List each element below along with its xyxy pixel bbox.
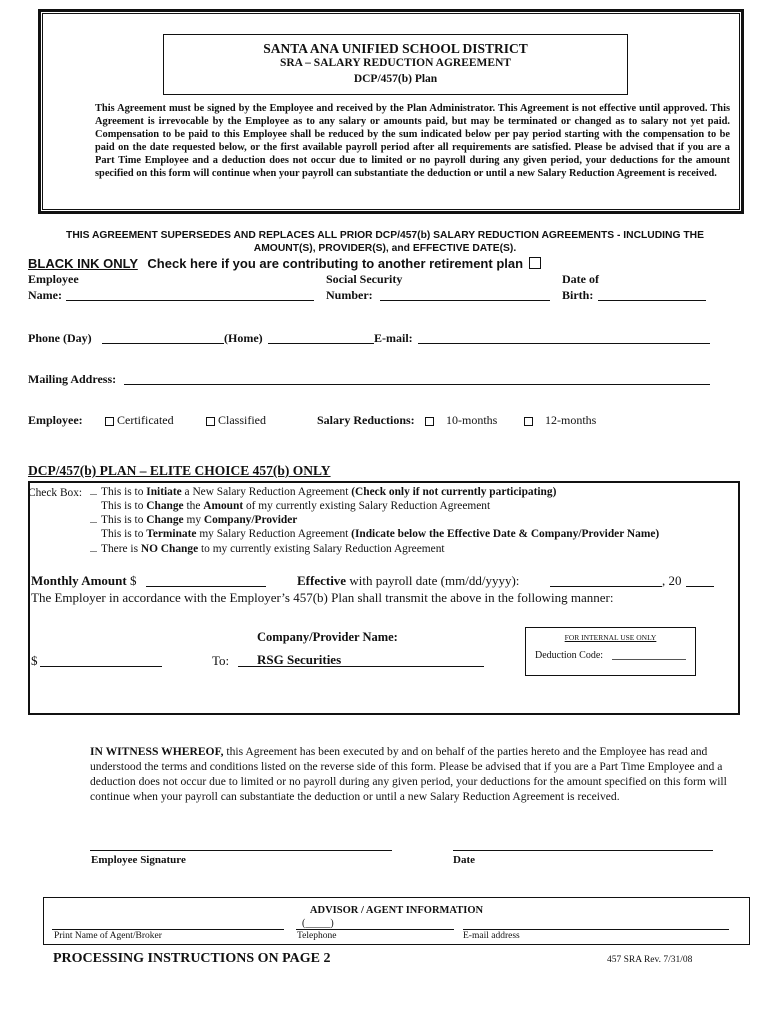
agent-telephone-field[interactable]	[296, 929, 454, 930]
email-field[interactable]	[418, 343, 710, 344]
ten-months-checkbox[interactable]	[425, 417, 434, 426]
dob-label: Date of	[562, 272, 599, 286]
name-label: Name:	[28, 288, 62, 302]
ssn-label: Social Security	[326, 272, 403, 286]
witness-paragraph	[90, 744, 730, 804]
phone-home-field[interactable]	[268, 343, 374, 344]
ten-months-label: 10-months	[446, 413, 498, 427]
option-text-mid: a New Salary Reduction Agreement	[181, 486, 352, 498]
email-label: E-mail:	[374, 331, 413, 345]
provider-dollar: $	[31, 653, 38, 668]
agent-name-field[interactable]	[52, 929, 284, 930]
option-text-prefix: This is to	[101, 500, 147, 512]
agent-telephone-label: Telephone	[297, 931, 337, 941]
monthly-amount-label: Monthly Amount	[31, 573, 127, 588]
internal-use-title: FOR INTERNAL USE ONLY	[564, 633, 657, 642]
birth-label: Birth:	[562, 288, 594, 302]
retirement-plan-label: Check here if you are contributing to another retirement plan	[147, 256, 524, 271]
advisor-phone-paren: (_____)	[302, 918, 334, 929]
check-box-label: Check Box:	[28, 487, 83, 499]
classified-option[interactable]	[206, 413, 266, 428]
monthly-amount-row	[31, 573, 136, 589]
change-option-1[interactable]	[90, 486, 556, 498]
to-label: To:	[212, 653, 230, 668]
certificated-checkbox[interactable]	[105, 417, 114, 426]
twelve-months-checkbox[interactable]	[524, 417, 533, 426]
certificated-option[interactable]	[105, 413, 174, 428]
black-ink-row	[28, 256, 541, 271]
employee-name-field[interactable]	[66, 300, 314, 301]
year-field[interactable]	[686, 586, 714, 587]
agent-email-field[interactable]	[463, 929, 729, 930]
certificated-label: Certificated	[117, 413, 174, 427]
option-text-prefix: There is	[101, 543, 141, 555]
agent-email-label: E-mail address	[463, 931, 520, 941]
classified-label: Classified	[218, 413, 266, 427]
option-text-bold2: (Indicate below the Effective Date & Company/Provider Name)	[351, 528, 660, 540]
change-option-3[interactable]	[90, 514, 297, 526]
monthly-dollar: $	[129, 573, 137, 588]
phone-day-field[interactable]	[102, 343, 224, 344]
option-text-prefix: This is to	[101, 486, 147, 498]
change-option-4[interactable]	[90, 528, 659, 540]
employee-type-label: Employee:	[28, 413, 83, 427]
change-option-2[interactable]	[90, 500, 490, 512]
agent-name-label: Print Name of Agent/Broker	[54, 931, 162, 941]
option-text-mid: to my currently existing Salary Reduction Agreement	[198, 543, 445, 555]
salary-reductions-label: Salary Reductions:	[317, 413, 415, 427]
option-text-mid: the	[183, 500, 204, 512]
ten-months-option[interactable]	[425, 413, 497, 428]
dcp-section-title: DCP/457(b) PLAN – ELITE CHOICE 457(b) ONLY	[28, 463, 331, 478]
effective-date-label	[297, 573, 519, 589]
deduction-code-field[interactable]	[612, 659, 686, 660]
effective-date-field[interactable]	[550, 586, 662, 587]
ssn-number-label: Number:	[326, 288, 373, 302]
form-revision: 457 SRA Rev. 7/31/08	[607, 955, 693, 965]
option-text-prefix: This is to	[101, 528, 147, 540]
dob-field[interactable]	[598, 300, 706, 301]
option-text-mid: my	[183, 514, 204, 526]
option-text-bold: Change	[146, 500, 184, 512]
change-option-checkbox[interactable]	[90, 551, 97, 552]
provider-amount-field[interactable]	[40, 666, 162, 667]
phone-day-label: Phone (Day)	[28, 331, 92, 345]
year-prefix: , 20	[662, 573, 682, 588]
classified-checkbox[interactable]	[206, 417, 215, 426]
effective-bold: Effective	[297, 573, 347, 588]
change-option-5[interactable]	[90, 543, 445, 555]
district-title: SANTA ANA UNIFIED SCHOOL DISTRICT	[263, 41, 528, 56]
option-text-bold: Change	[146, 514, 184, 526]
option-text-tail: of my currently existing Salary Reduction Agreement	[243, 500, 491, 512]
employee-signature-label: Employee Signature	[91, 854, 186, 866]
option-text-prefix: This is to	[101, 514, 147, 526]
employer-transmit-text: The Employer in accordance with the Employer’s 457(b) Plan shall transmit the above in the following manner:	[31, 590, 614, 605]
mailing-address-label: Mailing Address:	[28, 372, 117, 386]
change-option-checkbox[interactable]	[90, 522, 97, 523]
monthly-amount-field[interactable]	[146, 586, 266, 587]
option-text-bold: Initiate	[146, 486, 182, 498]
processing-instructions: PROCESSING INSTRUCTIONS ON PAGE 2	[53, 951, 331, 966]
option-text-bold2: (Check only if not currently participating)	[351, 486, 557, 498]
date-signature-label: Date	[453, 854, 475, 866]
effective-rest: with payroll date (mm/dd/yyyy):	[346, 573, 520, 588]
agreement-title: SRA – SALARY REDUCTION AGREEMENT	[279, 57, 512, 69]
retirement-plan-checkbox[interactable]	[529, 257, 541, 269]
employee-label: Employee	[28, 272, 79, 286]
provider-name-field[interactable]	[238, 666, 484, 667]
change-option-checkbox[interactable]	[90, 494, 97, 495]
supersede-notice: THIS AGREEMENT SUPERSEDES AND REPLACES ALL PRIOR DCP/457(b) SALARY REDUCTION AGREEMENTS - INCLUDING THE AMOUNT(S), PROVIDER(S), and EFFECTIVE DATE(S).	[66, 230, 704, 254]
date-signature-line[interactable]	[453, 850, 713, 851]
provider-name-value: RSG Securities	[257, 652, 342, 667]
employee-signature-line[interactable]	[90, 850, 392, 851]
deduction-code-label: Deduction Code:	[535, 650, 604, 661]
advisor-title: ADVISOR / AGENT INFORMATION	[309, 905, 484, 916]
option-text-bold2: Amount	[203, 500, 244, 512]
option-text-bold: NO Change	[140, 543, 199, 555]
witness-text: this Agreement has been executed by and on behalf of the parties hereto and the Employee has read and understood the terms and conditions listed on the reverse side of this form. Please be advised that if you are a Part Time Employee and a deduction does not occur due to limited or no payroll during any given period, your deductions for the amount specified on this form will continue when your payroll can substantiate the deduction or until a new Salary Reduction Agreement is received.	[90, 745, 727, 803]
option-text-bold2: Company/Provider	[203, 514, 298, 526]
option-text-bold: Terminate	[146, 528, 197, 540]
twelve-months-option[interactable]	[524, 413, 596, 428]
black-ink-label: BLACK INK ONLY	[28, 256, 138, 271]
plan-title: DCP/457(b) Plan	[353, 73, 438, 85]
provider-name-label: Company/Provider Name:	[257, 630, 398, 644]
intro-paragraph: This Agreement must be signed by the Employee and received by the Plan Administrator. This Agreement is not effective until approved. This Agreement is irrevocable by the Employee as to any salary or amounts paid, but may be terminated or changed as to salary not yet paid. Compensation to be paid to this Employee shall be reduced by the sum indicated below per pay period starting with the compensation to be paid on the date requested below, or the first available payroll period after all requirements are satisfied. Please be advised that if you are a Part Time Employee and a deduction does not occur due to limited or no payroll during any given period, your deductions for the amount specified on this form will continue when your payroll can substantiate the deduction or until a new Salary Reduction Agreement is received.	[95, 103, 730, 179]
option-text-mid: my Salary Reduction Agreement	[196, 528, 352, 540]
mailing-address-field[interactable]	[124, 384, 710, 385]
ssn-field[interactable]	[380, 300, 550, 301]
phone-home-label: (Home)	[224, 331, 263, 345]
twelve-months-label: 12-months	[545, 413, 597, 427]
witness-bold: IN WITNESS WHEREOF,	[90, 745, 224, 758]
